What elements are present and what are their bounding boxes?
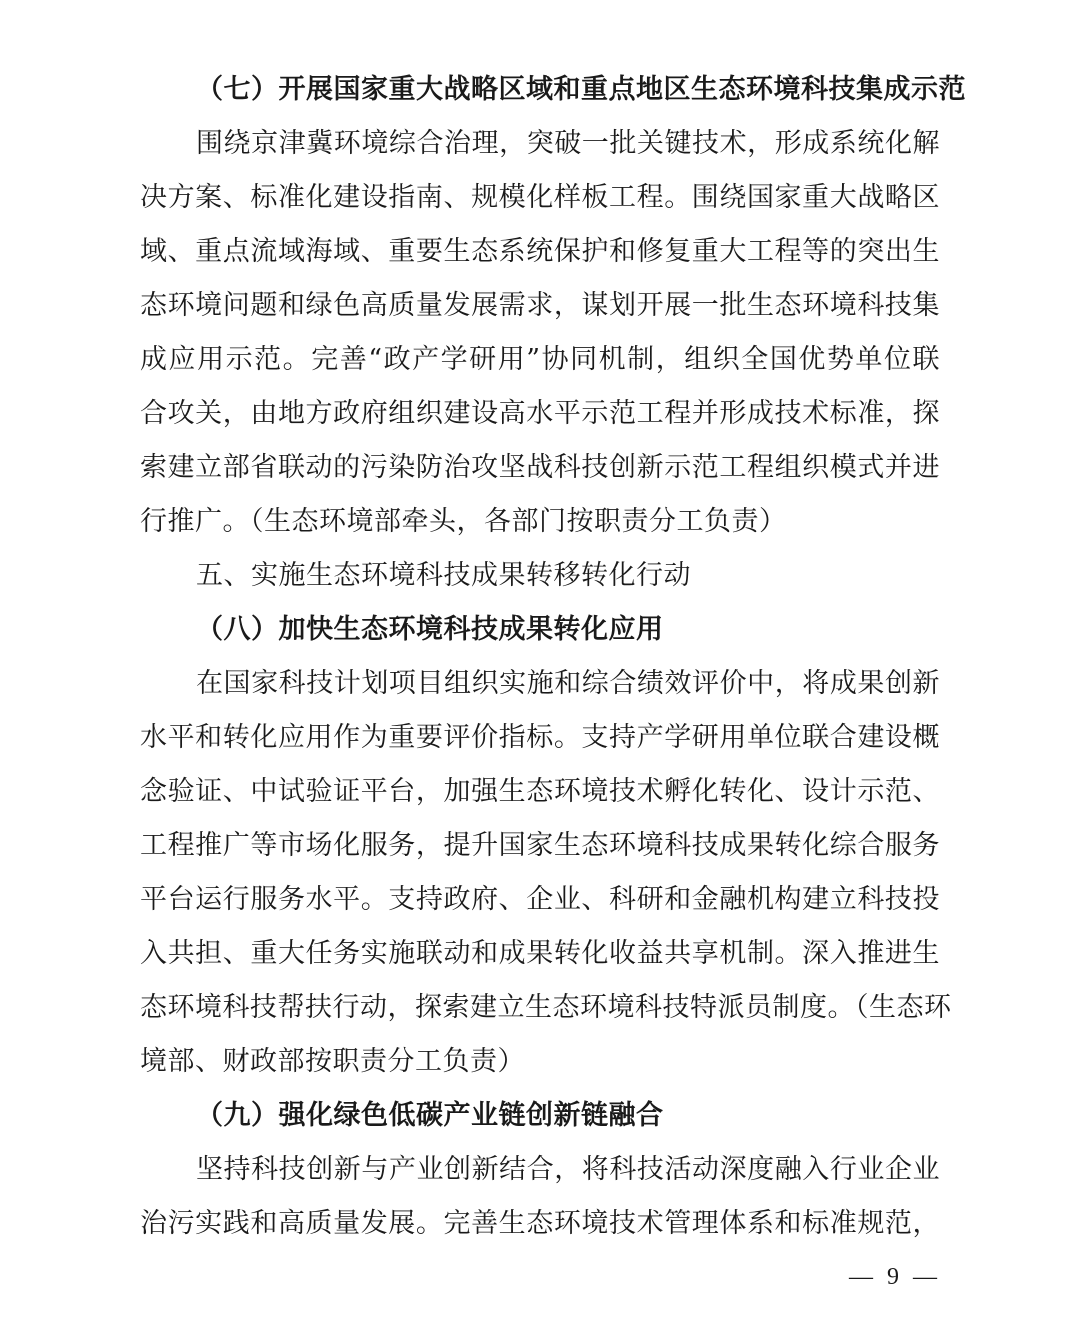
page-number: — 9 — [849,1264,941,1290]
section-7-line: 成应用示范。完善“政产学研用”协同机制，组织全国优势单位联 [140,344,940,375]
section-8-line: 平台运行服务水平。支持政府、企业、科研和金融机构建立科技投 [140,884,940,915]
section-7-line: 索建立部省联动的污染防治攻坚战科技创新示范工程组织模式并进 [140,452,940,483]
section-7-line: 态环境问题和绿色高质量发展需求，谋划开展一批生态环境科技集 [140,290,940,321]
section-8-line: 水平和转化应用作为重要评价指标。支持产学研用单位联合建设概 [140,722,940,753]
section-8-heading: （八）加快生态环境科技成果转化应用 [196,614,664,645]
section-8-line: 入共担、重大任务实施联动和成果转化收益共享机制。深入推进生 [140,938,940,969]
section-7-line: 决方案、标准化建设指南、规模化样板工程。围绕国家重大战略区 [140,182,940,213]
section-7-line: 行推广。（生态环境部牵头，各部门按职责分工负责） [140,506,787,537]
section-8-line: 工程推广等市场化服务，提升国家生态环境科技成果转化综合服务 [140,830,940,861]
section-9-line: 坚持科技创新与产业创新结合，将科技活动深度融入行业企业 [196,1154,940,1185]
section-7-line: 域、重点流域海域、重要生态系统保护和修复重大工程等的突出生 [140,236,940,267]
section-7-line: 合攻关，由地方政府组织建设高水平示范工程并形成技术标准，探 [140,398,940,429]
section-8-line: 态环境科技帮扶行动，探索建立生态环境科技特派员制度。（生态环 [140,992,952,1023]
section-7-line: 围绕京津冀环境综合治理，突破一批关键技术，形成系统化解 [196,128,940,159]
section-9-heading: （九）强化绿色低碳产业链创新链融合 [196,1100,664,1131]
section-8-line: 在国家科技计划项目组织实施和综合绩效评价中，将成果创新 [196,668,940,699]
section-8-line: 念验证、中试验证平台，加强生态环境技术孵化转化、设计示范、 [140,776,940,807]
section-8-line: 境部、财政部按职责分工负责） [140,1046,525,1077]
part-5-heading: 五、实施生态环境科技成果转移转化行动 [196,560,691,591]
section-9-line: 治污实践和高质量发展。完善生态环境技术管理体系和标准规范， [140,1208,940,1239]
section-7-heading: （七）开展国家重大战略区域和重点地区生态环境科技集成示范 [196,74,966,105]
